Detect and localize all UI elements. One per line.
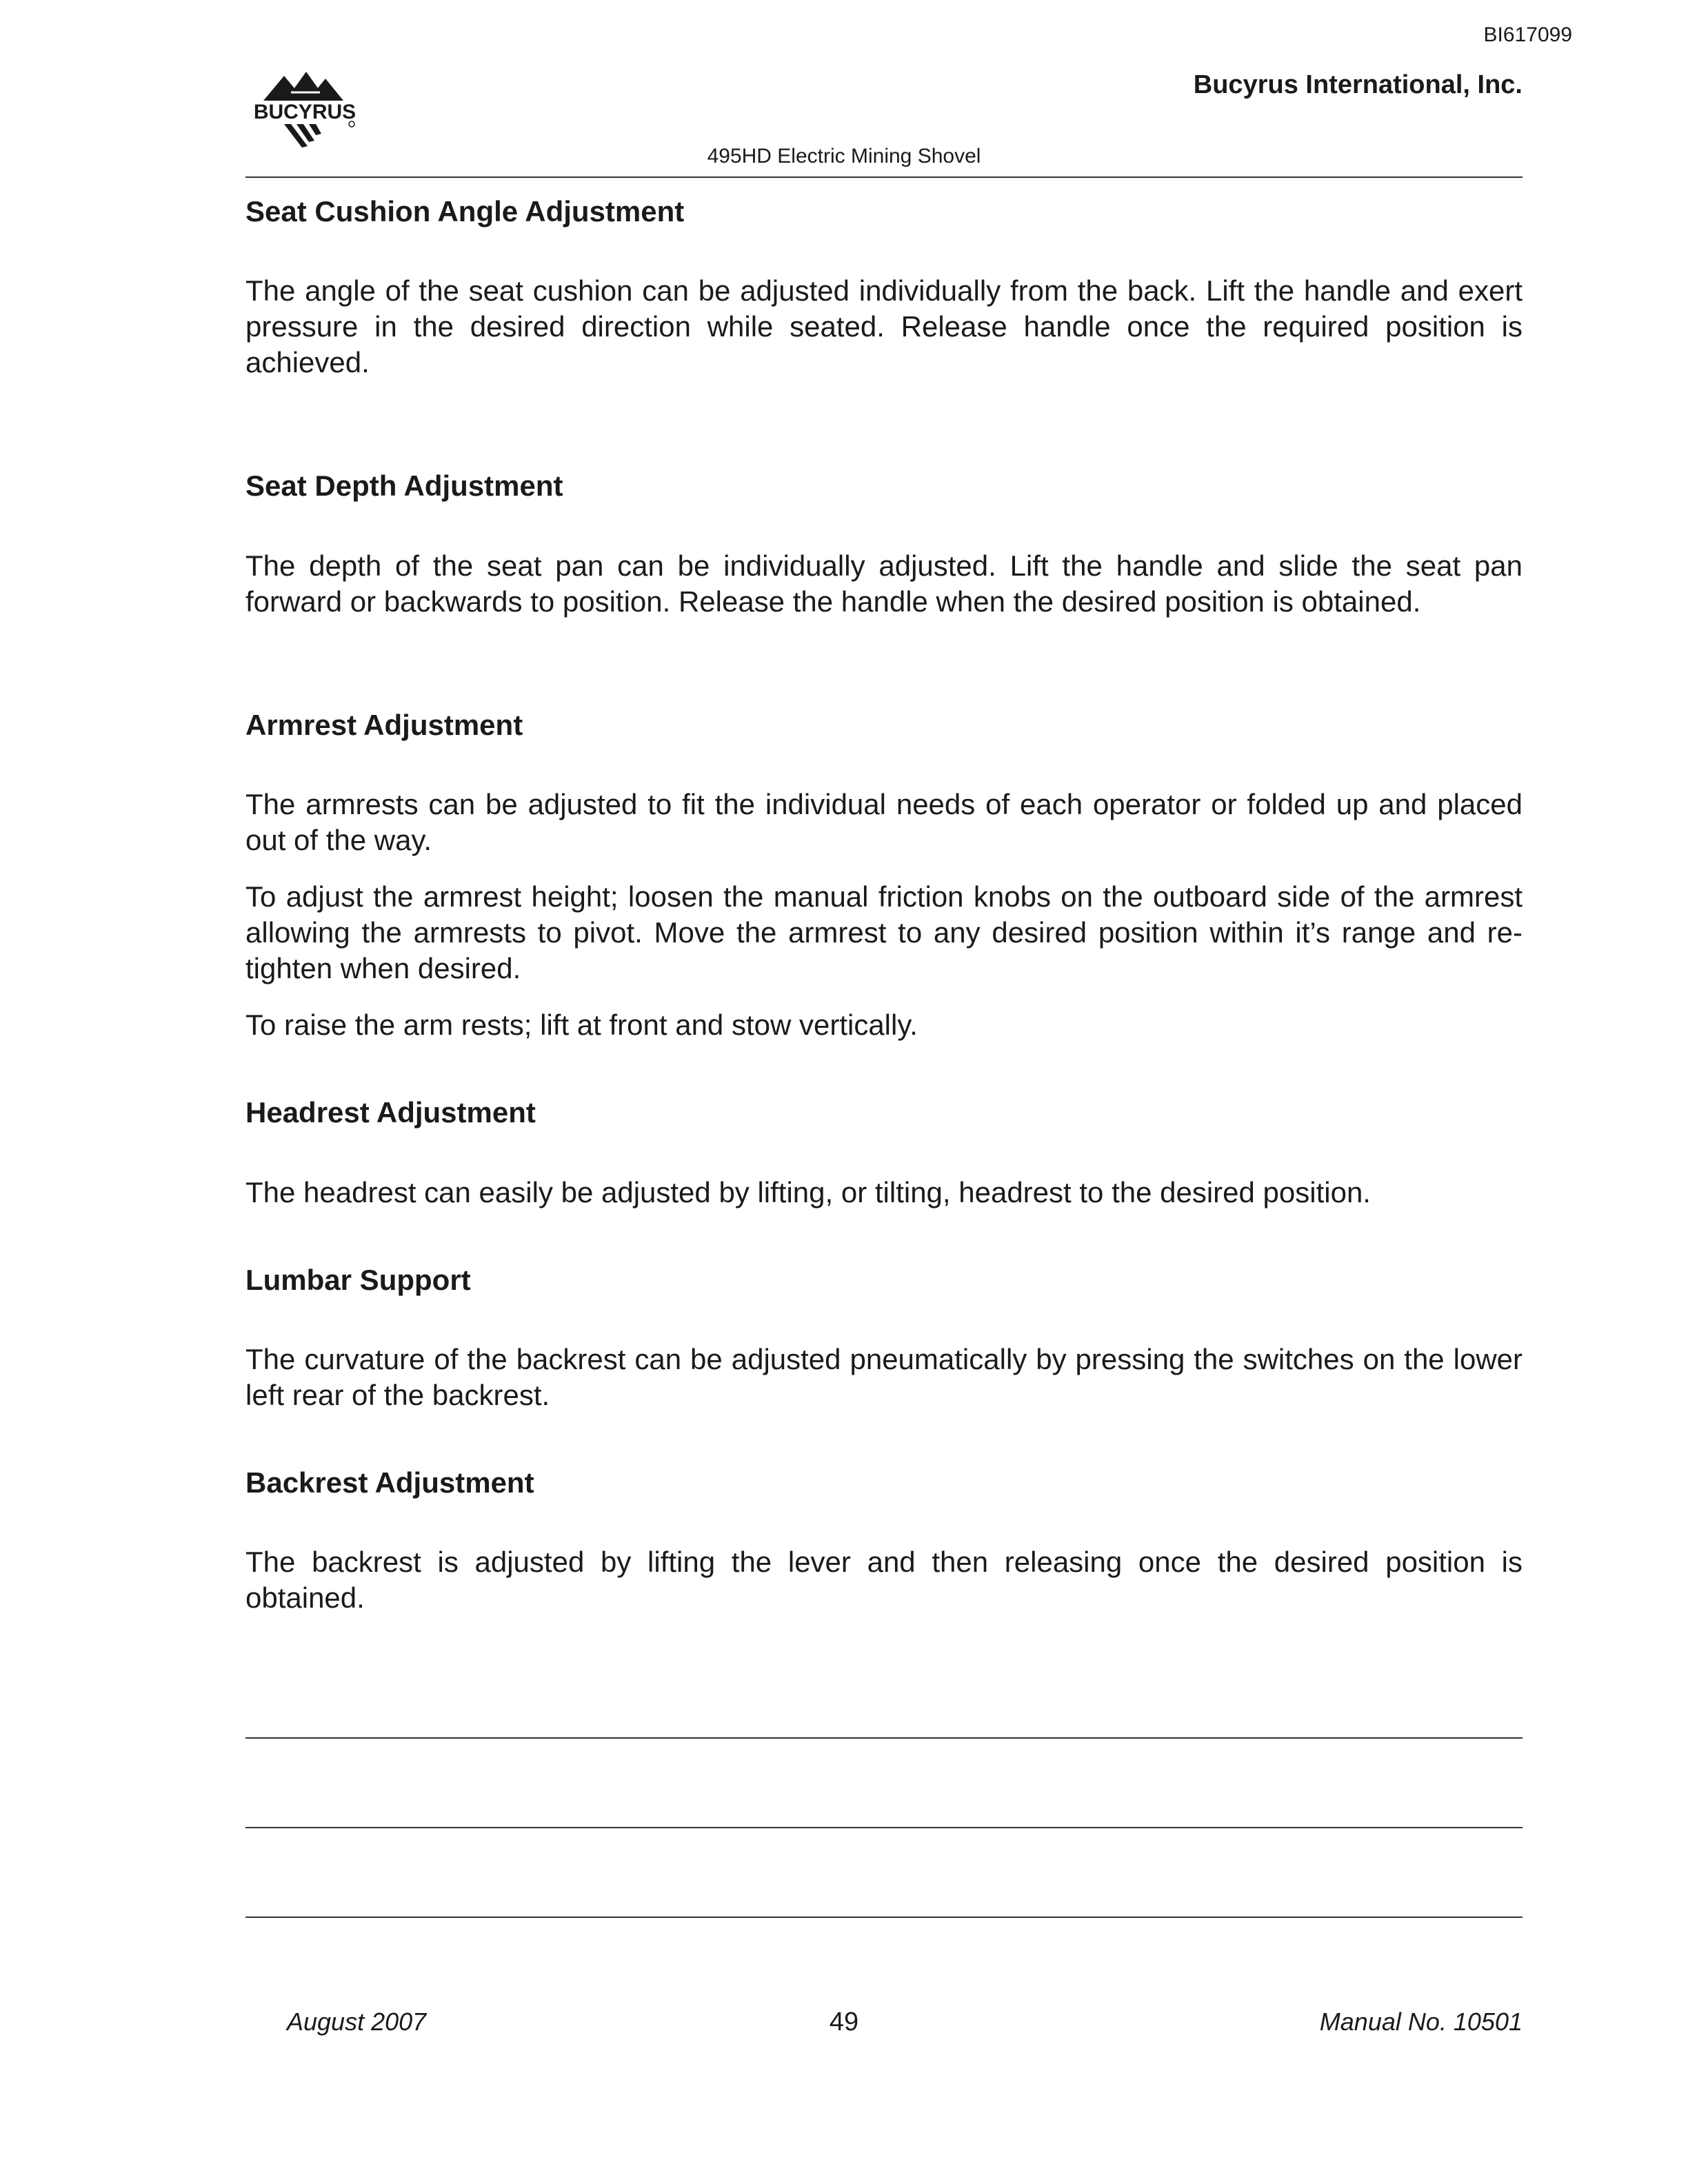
svg-text:BUCYRUS: BUCYRUS [253,101,356,123]
section-heading-seat-cushion: Seat Cushion Angle Adjustment [245,195,685,228]
section-heading-armrest: Armrest Adjustment [245,708,523,741]
footer-date: August 2007 [287,2008,427,2036]
section-paragraph: The armrests can be adjusted to fit the individual needs of each operator or folded up and placed out of the way. [245,788,1523,857]
company-name: Bucyrus International, Inc. [1193,70,1523,99]
section-paragraph: The headrest can easily be adjusted by lifting, or tilting, headrest to the desired position. [245,1175,1371,1209]
document-id: BI617099 [1483,23,1572,46]
page-number: 49 [829,2008,859,2036]
header-rule [245,176,1523,178]
blank-line [245,1917,1523,1918]
section-heading-lumbar: Lumbar Support [245,1263,471,1296]
section-paragraph: The curvature of the backrest can be adjusted pneumatically by pressing the switches on the lower left rear of the backrest. [245,1342,1523,1411]
section-paragraph: To raise the arm rests; lift at front and stow vertically. [245,1009,918,1042]
section-paragraph: The depth of the seat pan can be individually adjusted. Lift the handle and slide the seat pan forward or backwards to position. Release the handle when the desired position is obtained. [245,549,1523,618]
section-paragraph: The angle of the seat cushion can be adjusted individually from the back. Lift the handle and exert pressure in the desired direction while seated. Release handle once the required position is achieved. [245,274,1523,379]
section-paragraph: To adjust the armrest height; loosen the manual friction knobs on the outboard side of the armrest allowing the armrests to pivot. Move the armrest to any desired position within it’s range and re-tighten when desired. [245,880,1523,985]
section-heading-backrest: Backrest Adjustment [245,1466,534,1499]
section-paragraph: The backrest is adjusted by lifting the lever and then releasing once the desired position is obtained. [245,1546,1523,1615]
manual-subtitle: 495HD Electric Mining Shovel [707,145,981,168]
section-heading-seat-depth: Seat Depth Adjustment [245,469,563,503]
section-heading-headrest: Headrest Adjustment [245,1096,536,1129]
manual-number: Manual No. 10501 [1319,2008,1523,2036]
content [245,188,1523,1616]
blank-line [245,1827,1523,1828]
blank-line [245,1737,1523,1739]
bucyrus-logo [243,69,367,152]
